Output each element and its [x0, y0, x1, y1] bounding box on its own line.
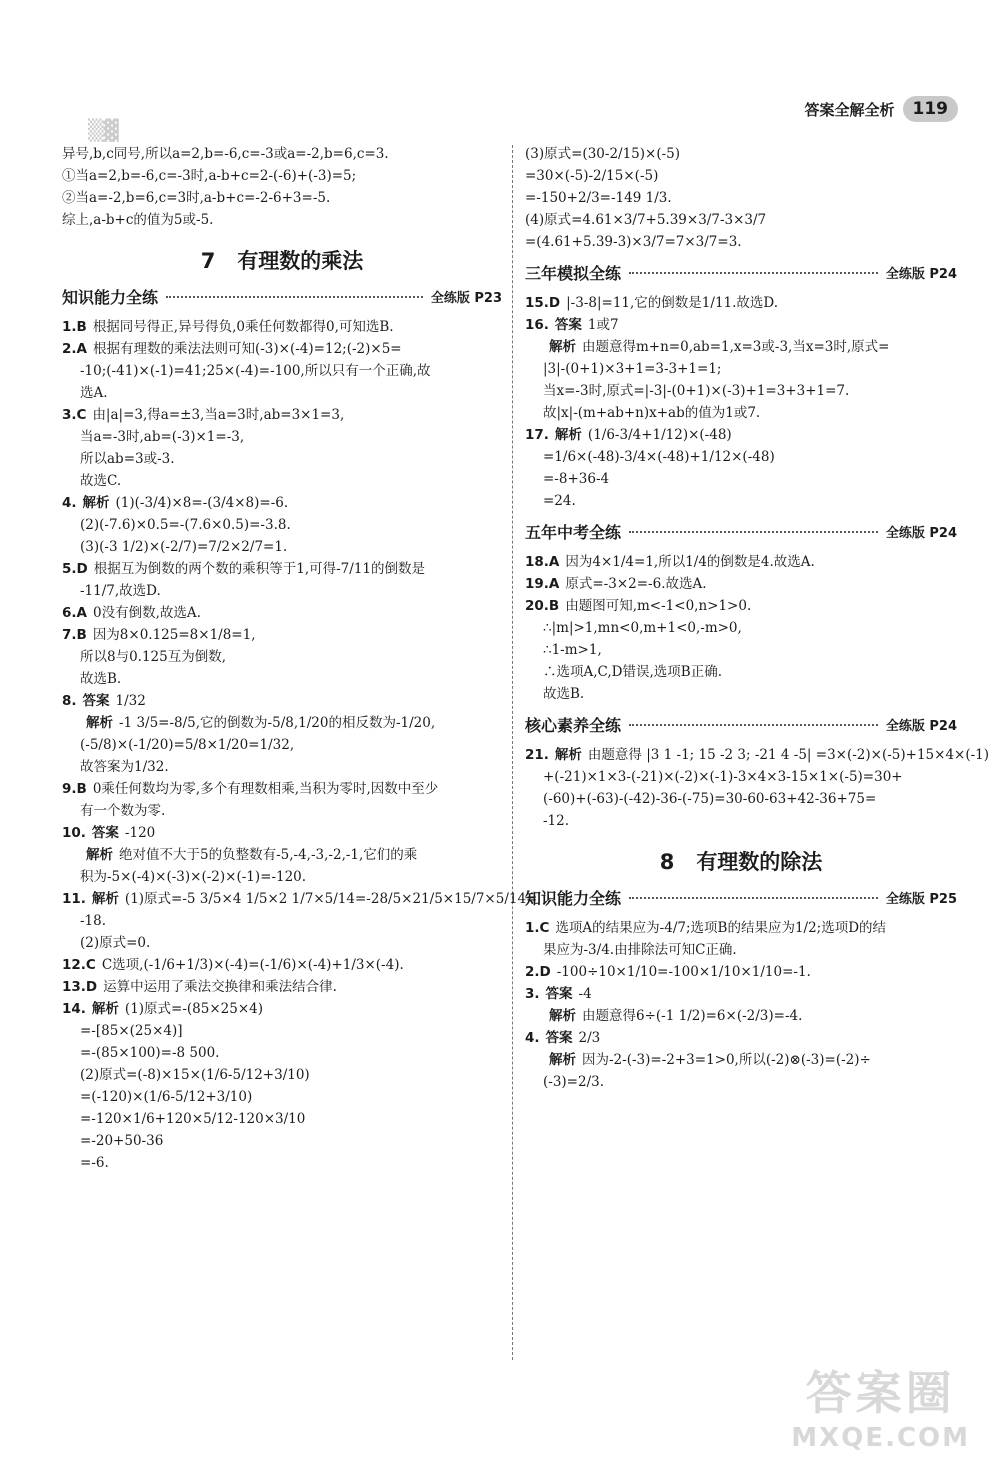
answer-line — [62, 668, 502, 690]
answer-text: -11/7,故选D. — [80, 583, 161, 599]
question-number: 21. — [525, 747, 549, 763]
answer-text: (1)原式=-(85×25×4) — [124, 1001, 264, 1017]
answer-line — [525, 424, 957, 446]
answer-line — [62, 976, 502, 998]
answer-keyword: 解析 — [91, 1001, 119, 1017]
ink-smudge: ▒▓ — [88, 118, 119, 142]
text-line: (4)原式=4.61×3/7+5.39×3/7-3×3/7 — [525, 212, 767, 228]
answer-line — [62, 1130, 502, 1152]
answer-line — [525, 917, 957, 939]
answer-text: 所以8与0.125互为倒数, — [80, 649, 227, 665]
section-title-8 — [525, 846, 957, 876]
answer-line — [525, 490, 957, 512]
answer-text: -12. — [543, 813, 570, 829]
right-items-b — [525, 551, 957, 705]
answer-line — [525, 810, 957, 832]
answer-line — [62, 448, 502, 470]
answer-text: +(-21)×1×3-(-21)×(-2)×(-1)-3×4×3-15×1×(-5)=30+ — [543, 769, 903, 785]
answer-text: (-3)=2/3. — [543, 1074, 605, 1090]
answer-line — [62, 514, 502, 536]
answer-line — [525, 292, 957, 314]
answer-text: -4 — [578, 986, 592, 1002]
answer-text: (2)(-7.6)×0.5=-(7.6×0.5)=-3.8. — [80, 517, 291, 533]
question-number: 20.B — [525, 598, 560, 614]
question-number: 12.C — [62, 957, 96, 973]
bar-ref: 全练版 P24 — [885, 267, 957, 282]
answer-text: 有一个数为零. — [80, 803, 166, 819]
bar-knowledge-1 — [62, 285, 502, 308]
answer-line — [62, 404, 502, 426]
text-line: ②当a=-2,b=6,c=3时,a-b+c=-2-6+3=-5. — [62, 190, 331, 206]
answer-text: ∴|m|>1,mn<0,m+1<0,-m>0, — [543, 620, 742, 636]
answer-keyword: 答案 — [91, 825, 119, 841]
bar-three-year — [525, 261, 957, 284]
answer-keyword: 解析 — [554, 427, 582, 443]
watermark-line2: MXQE.COM — [791, 1423, 970, 1453]
bar-ref: 全练版 P24 — [885, 526, 957, 541]
section-name: 有理数的除法 — [696, 850, 823, 874]
answer-text: =-8+36-4 — [543, 471, 610, 487]
answer-text: (-60)+(-63)-(-42)-36-(-75)=30-60-63+42-36+75= — [543, 791, 877, 807]
answer-line — [62, 426, 502, 448]
answer-line — [62, 1020, 502, 1042]
left-top-lines — [62, 143, 502, 231]
answer-line — [525, 744, 990, 766]
answer-text: 根据有理数的乘法法则可知(-3)×(-4)=12;(-2)×5= — [92, 341, 402, 357]
answer-text: =-120×1/6+120×5/12-120×3/10 — [80, 1111, 306, 1127]
bar-dots — [629, 272, 878, 274]
answer-line — [525, 766, 957, 788]
answer-text: 所以ab=3或-3. — [80, 451, 175, 467]
answer-text: 2/3 — [578, 1030, 601, 1046]
answer-line — [62, 690, 502, 712]
answer-text: -1 3/5=-8/5,它的倒数为-5/8,1/20的相反数为-1/20, — [119, 715, 436, 731]
answer-text: =1/6×(-48)-3/4×(-48)+1/12×(-48) — [543, 449, 775, 465]
text-line: =(4.61+5.39-3)×3/7=7×3/7=3. — [525, 234, 742, 250]
answer-text: 故答案为1/32. — [80, 759, 169, 775]
answer-text: (2)原式=0. — [80, 935, 151, 951]
question-number: 8. — [62, 693, 77, 709]
answer-text: |-3-8|=11,它的倒数是1/11.故选D. — [566, 295, 779, 311]
bar-ref: 全练版 P25 — [885, 892, 957, 907]
answer-text: =24. — [543, 493, 576, 509]
bar-dots — [629, 897, 878, 899]
answer-keyword: 解析 — [549, 339, 576, 355]
answer-line — [62, 822, 502, 844]
answer-text: C选项,(-1/6+1/3)×(-4)=(-1/6)×(-4)+1/3×(-4). — [101, 957, 404, 973]
answer-line — [62, 338, 502, 360]
answer-text: 由题图可知,m<-1<0,n>1>0. — [565, 598, 752, 614]
text-line: =30×(-5)-2/15×(-5) — [525, 168, 659, 184]
answer-text: 果应为-3/4.由排除法可知C正确. — [543, 942, 737, 958]
question-number: 18.A — [525, 554, 560, 570]
bar-title: 三年模拟全练 — [525, 264, 622, 283]
answer-text: 运算中运用了乘法交换律和乘法结合律. — [103, 979, 337, 995]
answer-keyword: 解析 — [549, 1008, 576, 1024]
question-number: 3. — [525, 986, 540, 1002]
answer-line — [525, 358, 957, 380]
answer-text: 当x=-3时,原式=|-3|-(0+1)×(-3)+1=3+3+1=7. — [543, 383, 850, 399]
answer-keyword: 解析 — [82, 495, 110, 511]
answer-text: =(-120)×(1/6-5/12+3/10) — [80, 1089, 253, 1105]
answer-line — [62, 1064, 502, 1086]
answer-text: 由题意得 |3 1 -1; 15 -2 3; -21 4 -5| =3×(-2)×(-5)+15×4×(-1) — [587, 747, 990, 763]
answer-line — [525, 661, 957, 683]
answer-text: |3|-(0+1)×3+1=3-3+1=1; — [543, 361, 722, 377]
answer-text: (1/6-3/4+1/12)×(-48) — [587, 427, 732, 443]
answer-line — [525, 595, 957, 617]
answer-line — [62, 712, 502, 734]
bar-five-year — [525, 520, 957, 543]
answer-line — [62, 844, 502, 866]
answer-line — [62, 932, 502, 954]
question-number: 5.D — [62, 561, 88, 577]
answer-line — [62, 888, 538, 910]
answer-line — [62, 536, 502, 558]
answer-text: -18. — [80, 913, 107, 929]
answer-text: 故|x|-(m+ab+n)x+ab的值为1或7. — [543, 405, 761, 421]
answer-line — [525, 314, 957, 336]
right-items-c — [525, 744, 990, 832]
question-number: 14. — [62, 1001, 86, 1017]
answer-line — [525, 446, 957, 468]
answer-text: =-6. — [80, 1155, 109, 1171]
answer-line — [62, 316, 502, 338]
answer-line — [62, 646, 502, 668]
column-divider — [512, 145, 513, 1360]
page-number: 119 — [903, 96, 959, 122]
question-number: 17. — [525, 427, 549, 443]
answer-line — [62, 1042, 502, 1064]
section-number: 7 — [200, 249, 216, 273]
question-number: 2.D — [525, 964, 551, 980]
bar-title: 知识能力全练 — [525, 889, 622, 908]
text-line: =-150+2/3=-149 1/3. — [525, 190, 672, 206]
right-column — [525, 143, 990, 1093]
answer-text: -10;(-41)×(-1)=41;25×(-4)=-100,所以只有一个正确,故 — [80, 363, 431, 379]
text-line: (3)原式=(30-2/15)×(-5) — [525, 146, 681, 162]
answer-line — [62, 558, 502, 580]
answer-text: =-20+50-36 — [80, 1133, 164, 1149]
answer-text: -100÷10×1/10=-100×1/10×1/10=-1. — [556, 964, 811, 980]
question-number: 19.A — [525, 576, 560, 592]
answer-text: 选项A的结果应为-4/7;选项B的结果应为1/2;选项D的结 — [555, 920, 887, 936]
answer-text: 根据互为倒数的两个数的乘积等于1,可得-7/11的倒数是 — [93, 561, 425, 577]
question-number: 11. — [62, 891, 86, 907]
answer-line — [525, 1049, 957, 1071]
bar-title: 核心素养全练 — [525, 716, 622, 735]
question-number: 16. — [525, 317, 549, 333]
answer-text: 故选B. — [543, 686, 585, 702]
header-title: 答案全解全析 — [804, 100, 895, 119]
answer-line — [62, 1086, 502, 1108]
answer-text: 因为8×0.125=8×1/8=1, — [92, 627, 256, 643]
section-name: 有理数的乘法 — [237, 249, 364, 273]
bar-dots — [629, 531, 878, 533]
question-number: 3.C — [62, 407, 87, 423]
answer-line — [62, 734, 502, 756]
section-number: 8 — [659, 850, 675, 874]
answer-text: 由题意得6÷(-1 1/2)=6×(-2/3)=-4. — [582, 1008, 803, 1024]
answer-line — [525, 788, 957, 810]
right-top-lines — [525, 143, 957, 253]
answer-line — [62, 580, 502, 602]
question-number: 13.D — [62, 979, 98, 995]
answer-line — [525, 551, 957, 573]
answer-text: 选A. — [80, 385, 108, 401]
answer-line — [525, 683, 957, 705]
question-number: 10. — [62, 825, 86, 841]
bar-core — [525, 713, 957, 736]
answer-text: -120 — [124, 825, 156, 841]
answer-line — [62, 756, 502, 778]
answer-text: =-(85×100)=-8 500. — [80, 1045, 220, 1061]
answer-text: 0没有倒数,故选A. — [92, 605, 201, 621]
question-number: 4. — [62, 495, 77, 511]
answer-line — [525, 336, 957, 358]
text-line: ①当a=2,b=-6,c=-3时,a-b+c=2-(-6)+(-3)=5; — [62, 168, 357, 184]
answer-text: ∴选项A,C,D错误,选项B正确. — [543, 664, 723, 680]
answer-line — [62, 998, 502, 1020]
answer-line — [62, 360, 502, 382]
answer-line — [62, 382, 502, 404]
answer-line — [62, 866, 502, 888]
answer-line — [62, 602, 502, 624]
answer-keyword: 解析 — [91, 891, 119, 907]
answer-text: ∴1-m>1, — [543, 642, 602, 658]
bar-dots — [629, 724, 878, 726]
question-number: 2.A — [62, 341, 87, 357]
bar-dots — [166, 296, 423, 298]
answer-text: 故选C. — [80, 473, 122, 489]
answer-line — [62, 778, 502, 800]
answer-keyword: 解析 — [86, 715, 113, 731]
answer-line — [62, 470, 502, 492]
answer-text: (2)原式=(-8)×15×(1/6-5/12+3/10) — [80, 1067, 310, 1083]
answer-text: 因为-2-(-3)=-2+3=1>0,所以(-2)⊗(-3)=(-2)÷ — [582, 1052, 871, 1068]
answer-line — [62, 800, 502, 822]
answer-text: 1/32 — [115, 693, 146, 709]
text-line: 异号,b,c同号,所以a=2,b=-6,c=-3或a=-2,b=6,c=3. — [62, 146, 389, 162]
answer-text: 1或7 — [587, 317, 619, 333]
answer-keyword: 解析 — [554, 747, 582, 763]
answer-line — [62, 1152, 502, 1174]
answer-keyword: 解析 — [549, 1052, 576, 1068]
answer-keyword: 答案 — [82, 693, 110, 709]
bar-title: 五年中考全练 — [525, 523, 622, 542]
page-header — [804, 96, 958, 122]
answer-line — [525, 468, 957, 490]
answer-text: 当a=-3时,ab=(-3)×1=-3, — [80, 429, 245, 445]
right-items-d — [525, 917, 957, 1093]
answer-line — [525, 939, 957, 961]
answer-line — [62, 492, 502, 514]
answer-line — [525, 380, 957, 402]
answer-line — [525, 1071, 957, 1093]
section-title-7 — [62, 245, 502, 275]
answer-keyword: 答案 — [545, 1030, 573, 1046]
bar-knowledge-2 — [525, 886, 957, 909]
answer-text: 由|a|=3,得a=±3,当a=3时,ab=3×1=3, — [92, 407, 345, 423]
question-number: 4. — [525, 1030, 540, 1046]
question-number: 9.B — [62, 781, 87, 797]
right-items-a — [525, 292, 957, 512]
answer-text: 0乘任何数均为零,多个有理数相乘,当积为零时,因数中至少 — [92, 781, 439, 797]
answer-text: (1)(-3/4)×8=-(3/4×8)=-6. — [115, 495, 289, 511]
question-number: 1.B — [62, 319, 87, 335]
question-number: 15.D — [525, 295, 561, 311]
answer-text: 绝对值不大于5的负整数有-5,-4,-3,-2,-1,它们的乘 — [119, 847, 418, 863]
answer-line — [525, 402, 957, 424]
answer-text: =-[85×(25×4)] — [80, 1023, 183, 1039]
answer-line — [525, 983, 957, 1005]
answer-keyword: 答案 — [545, 986, 573, 1002]
answer-text: 故选B. — [80, 671, 122, 687]
answer-line — [62, 954, 502, 976]
answer-text: 原式=-3×2=-6.故选A. — [565, 576, 707, 592]
answer-line — [525, 1027, 957, 1049]
answer-line — [525, 617, 957, 639]
answer-text: (3)(-3 1/2)×(-2/7)=7/2×2/7=1. — [80, 539, 288, 555]
answer-line — [62, 1108, 502, 1130]
bar-ref: 全练版 P24 — [885, 719, 957, 734]
answer-text: 积为-5×(-4)×(-3)×(-2)×(-1)=-120. — [80, 869, 307, 885]
bar-title: 知识能力全练 — [62, 288, 159, 307]
answer-text: 由题意得m+n=0,ab=1,x=3或-3,当x=3时,原式= — [582, 339, 890, 355]
bar-ref: 全练版 P23 — [430, 291, 502, 306]
answer-keyword: 答案 — [554, 317, 582, 333]
answer-text: (1)原式=-5 3/5×4 1/5×2 1/7×5/14=-28/5×21/5×15/7×5/14= — [124, 891, 538, 907]
question-number: 6.A — [62, 605, 87, 621]
answer-text: (-5/8)×(-1/20)=5/8×1/20=1/32, — [80, 737, 295, 753]
answer-line — [62, 624, 502, 646]
answer-line — [525, 639, 957, 661]
answer-text: 根据同号得正,异号得负,0乘任何数都得0,可知选B. — [92, 319, 394, 335]
watermark-logo — [791, 1357, 970, 1453]
question-number: 7.B — [62, 627, 87, 643]
answer-text: 因为4×1/4=1,所以1/4的倒数是4.故选A. — [565, 554, 815, 570]
answer-line — [525, 573, 957, 595]
answer-line — [525, 1005, 957, 1027]
answer-line — [62, 910, 502, 932]
text-line: 综上,a-b+c的值为5或-5. — [62, 212, 214, 228]
answer-keyword: 解析 — [86, 847, 113, 863]
question-number: 1.C — [525, 920, 550, 936]
answer-line — [525, 961, 957, 983]
watermark-line1: 答案圈 — [805, 1366, 956, 1420]
